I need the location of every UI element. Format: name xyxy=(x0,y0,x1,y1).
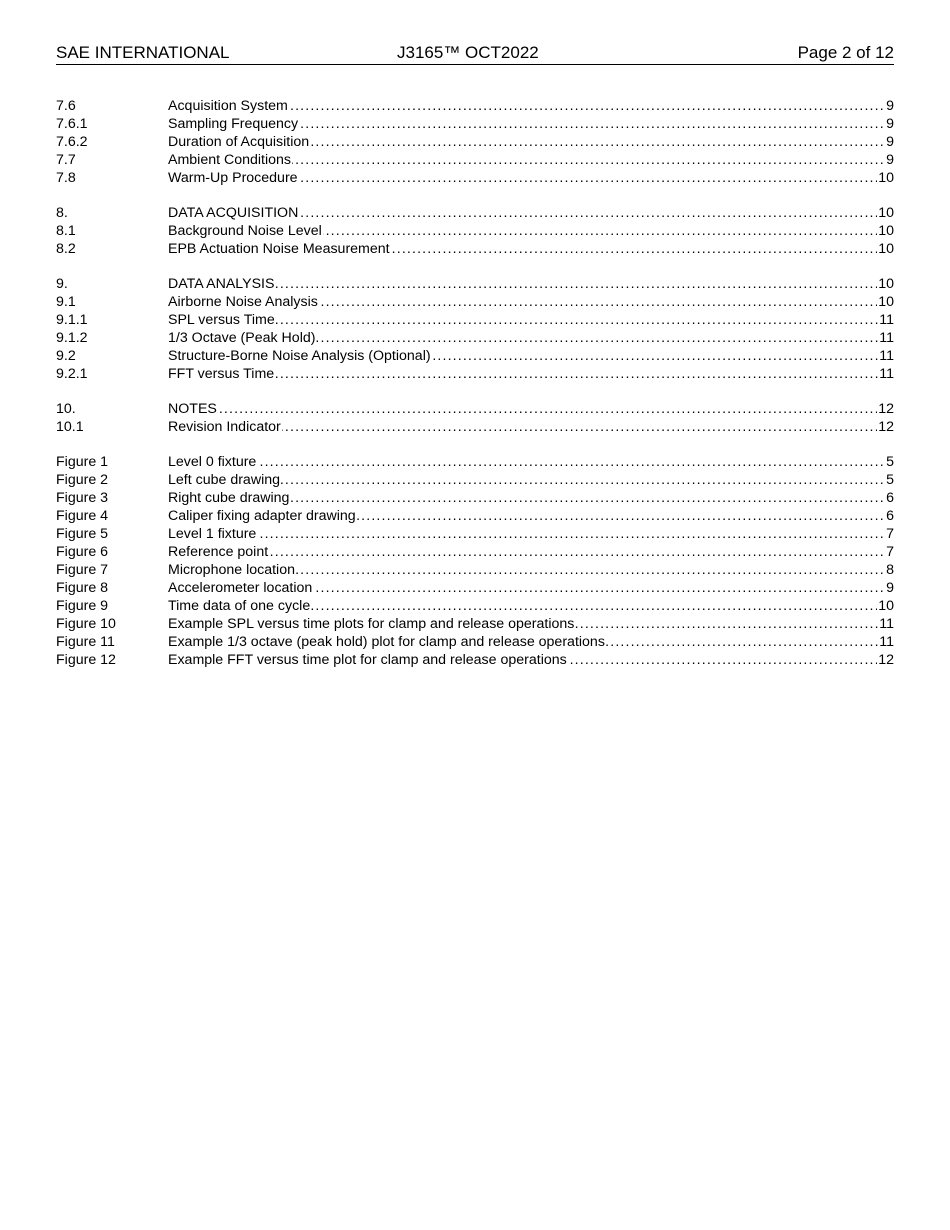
toc-entry-page: 11 xyxy=(879,348,894,364)
toc-entry-title: Ambient Conditions xyxy=(168,152,292,168)
toc-entry-number: 7.8 xyxy=(56,170,76,186)
toc-entry-page: 5 xyxy=(886,472,894,488)
toc-entry-title: Acquisition System xyxy=(168,98,288,114)
toc-entry-title: SPL versus Time xyxy=(168,312,275,328)
page-header xyxy=(56,42,894,65)
toc-entry-title: Duration of Acquisition xyxy=(168,134,310,150)
toc-entry-page: 11 xyxy=(879,366,894,382)
toc-entry-page: 10 xyxy=(878,241,894,257)
toc-entry-title: 1/3 Octave (Peak Hold) xyxy=(168,330,316,346)
toc-entry-page: 10 xyxy=(878,598,894,614)
toc-entry-leader xyxy=(168,418,894,436)
toc-entry-page: 9 xyxy=(886,116,894,132)
toc-entry[interactable] xyxy=(56,151,894,169)
toc-entry-page: 9 xyxy=(886,152,894,168)
toc-entry-page: 9 xyxy=(886,580,894,596)
toc-entry[interactable] xyxy=(56,97,894,115)
toc-entry-title: Time data of one cycle xyxy=(168,598,311,614)
toc-group xyxy=(56,204,894,258)
toc-entry-page: 7 xyxy=(886,544,894,560)
toc-entry-number: 7.6.1 xyxy=(56,116,88,132)
toc-entry-leader xyxy=(168,633,894,651)
table-of-contents xyxy=(56,97,894,686)
toc-entry-title: Level 0 fixture xyxy=(168,454,257,470)
document-id: J3165™ OCT2022 xyxy=(397,43,539,62)
toc-entry-number: 9.2.1 xyxy=(56,366,88,382)
toc-entry-number: 9.1.1 xyxy=(56,312,88,328)
toc-entry[interactable] xyxy=(56,543,894,561)
toc-entry-number: 10.1 xyxy=(56,419,84,435)
toc-entry-number: Figure 7 xyxy=(56,562,109,578)
toc-group xyxy=(56,453,894,669)
toc-entry-leader xyxy=(168,204,894,222)
toc-entry-leader xyxy=(168,275,894,293)
toc-entry-number: Figure 4 xyxy=(56,508,109,524)
toc-entry-number: 8.2 xyxy=(56,241,76,257)
toc-entry[interactable] xyxy=(56,615,894,633)
toc-entry[interactable] xyxy=(56,400,894,418)
toc-group xyxy=(56,400,894,436)
toc-entry-leader xyxy=(168,651,894,669)
toc-entry-leader xyxy=(168,615,894,633)
toc-entry[interactable] xyxy=(56,347,894,365)
toc-entry-title: Background Noise Level xyxy=(168,223,322,239)
toc-entry-page: 12 xyxy=(878,419,894,435)
toc-entry-leader xyxy=(168,400,894,418)
toc-entry[interactable] xyxy=(56,169,894,187)
toc-entry-number: 7.6 xyxy=(56,98,76,114)
toc-entry-page: 7 xyxy=(886,526,894,542)
toc-entry[interactable] xyxy=(56,561,894,579)
toc-entry-page: 10 xyxy=(878,223,894,239)
toc-entry-leader xyxy=(168,293,894,311)
toc-entry-leader xyxy=(168,133,894,151)
toc-entry-title: Example SPL versus time plots for clamp and release operations xyxy=(168,616,575,632)
toc-entry-title: Reference point xyxy=(168,544,269,560)
toc-entry-title: Right cube drawing xyxy=(168,490,290,506)
toc-entry[interactable] xyxy=(56,651,894,669)
toc-entry[interactable] xyxy=(56,204,894,222)
toc-entry-leader xyxy=(168,543,894,561)
toc-entry-number: 7.7 xyxy=(56,152,76,168)
toc-entry-title: DATA ACQUISITION xyxy=(168,205,299,221)
toc-entry[interactable] xyxy=(56,633,894,651)
toc-entry-number: 10. xyxy=(56,401,76,417)
toc-entry-leader xyxy=(168,365,894,383)
toc-entry-title: Left cube drawing xyxy=(168,472,280,488)
toc-entry[interactable] xyxy=(56,507,894,525)
toc-entry-page: 8 xyxy=(886,562,894,578)
toc-entry-title: NOTES xyxy=(168,401,217,417)
toc-entry[interactable] xyxy=(56,311,894,329)
toc-entry-number: 8.1 xyxy=(56,223,76,239)
toc-entry-title: Airborne Noise Analysis xyxy=(168,294,318,310)
toc-entry[interactable] xyxy=(56,222,894,240)
toc-entry-leader xyxy=(168,597,894,615)
toc-entry-page: 10 xyxy=(878,170,894,186)
toc-entry-page: 6 xyxy=(886,490,894,506)
toc-entry-page: 5 xyxy=(886,454,894,470)
toc-entry-number: 9. xyxy=(56,276,68,292)
toc-entry-title: Microphone location xyxy=(168,562,295,578)
toc-entry[interactable] xyxy=(56,489,894,507)
toc-entry-page: 9 xyxy=(886,98,894,114)
toc-entry-leader xyxy=(168,240,894,258)
toc-entry-page: 12 xyxy=(878,401,894,417)
toc-entry-leader xyxy=(168,311,894,329)
toc-entry[interactable] xyxy=(56,133,894,151)
toc-entry-leader xyxy=(168,222,894,240)
toc-entry[interactable] xyxy=(56,365,894,383)
toc-entry-number: Figure 1 xyxy=(56,454,109,470)
toc-entry[interactable] xyxy=(56,115,894,133)
toc-entry-page: 9 xyxy=(886,134,894,150)
toc-entry-number: 9.1.2 xyxy=(56,330,88,346)
toc-entry-number: 8. xyxy=(56,205,68,221)
toc-entry-page: 11 xyxy=(879,616,894,632)
toc-entry[interactable] xyxy=(56,329,894,347)
toc-entry-leader xyxy=(168,453,894,471)
toc-entry-title: Example 1/3 octave (peak hold) plot for clamp and release operations xyxy=(168,634,605,650)
toc-entry[interactable] xyxy=(56,418,894,436)
toc-entry-number: Figure 2 xyxy=(56,472,109,488)
toc-entry[interactable] xyxy=(56,275,894,293)
toc-entry-title: EPB Actuation Noise Measurement xyxy=(168,241,390,257)
toc-entry-page: 10 xyxy=(878,205,894,221)
toc-entry-page: 11 xyxy=(879,330,894,346)
toc-entry-number: 9.1 xyxy=(56,294,76,310)
toc-entry-leader xyxy=(168,561,894,579)
toc-entry-title: Revision Indicator xyxy=(168,419,281,435)
toc-entry-title: Level 1 fixture xyxy=(168,526,257,542)
toc-entry[interactable] xyxy=(56,525,894,543)
toc-entry-page: 6 xyxy=(886,508,894,524)
toc-entry-page: 12 xyxy=(878,652,894,668)
toc-entry-page: 10 xyxy=(878,276,894,292)
toc-entry-leader xyxy=(168,507,894,525)
toc-entry-number: Figure 9 xyxy=(56,598,109,614)
toc-entry-title: Sampling Frequency xyxy=(168,116,299,132)
toc-entry-number: Figure 11 xyxy=(56,634,115,650)
toc-entry-page: 11 xyxy=(879,312,894,328)
toc-entry[interactable] xyxy=(56,293,894,311)
toc-entry-title: Example FFT versus time plot for clamp and release operations xyxy=(168,652,567,668)
toc-entry[interactable] xyxy=(56,471,894,489)
toc-entry[interactable] xyxy=(56,597,894,615)
toc-entry-number: Figure 12 xyxy=(56,652,116,668)
toc-entry-number: Figure 10 xyxy=(56,616,116,632)
toc-entry-leader xyxy=(168,115,894,133)
toc-entry-title: Caliper fixing adapter drawing xyxy=(168,508,356,524)
toc-entry[interactable] xyxy=(56,579,894,597)
toc-entry-leader xyxy=(168,471,894,489)
toc-entry[interactable] xyxy=(56,453,894,471)
page-indicator: Page 2 of 12 xyxy=(797,43,894,62)
toc-entry-page: 11 xyxy=(879,634,894,650)
toc-entry-page: 10 xyxy=(878,294,894,310)
organization-name: SAE INTERNATIONAL xyxy=(56,43,230,62)
toc-entry-number: Figure 3 xyxy=(56,490,109,506)
toc-entry[interactable] xyxy=(56,240,894,258)
toc-entry-leader xyxy=(168,579,894,597)
toc-entry-number: 7.6.2 xyxy=(56,134,88,150)
toc-entry-title: Warm-Up Procedure xyxy=(168,170,298,186)
toc-entry-leader xyxy=(168,489,894,507)
toc-entry-title: Accelerometer location xyxy=(168,580,313,596)
toc-entry-leader xyxy=(168,347,894,365)
toc-entry-title: Structure-Borne Noise Analysis (Optional) xyxy=(168,348,431,364)
toc-group xyxy=(56,275,894,383)
toc-entry-title: FFT versus Time xyxy=(168,366,275,382)
toc-entry-number: Figure 6 xyxy=(56,544,109,560)
toc-entry-number: Figure 8 xyxy=(56,580,109,596)
toc-entry-number: Figure 5 xyxy=(56,526,109,542)
toc-entry-number: 9.2 xyxy=(56,348,76,364)
toc-entry-leader xyxy=(168,151,894,169)
toc-entry-leader xyxy=(168,329,894,347)
toc-group xyxy=(56,97,894,187)
toc-entry-leader xyxy=(168,525,894,543)
toc-entry-leader xyxy=(168,97,894,115)
toc-entry-leader xyxy=(168,169,894,187)
toc-entry-title: DATA ANALYSIS xyxy=(168,276,275,292)
